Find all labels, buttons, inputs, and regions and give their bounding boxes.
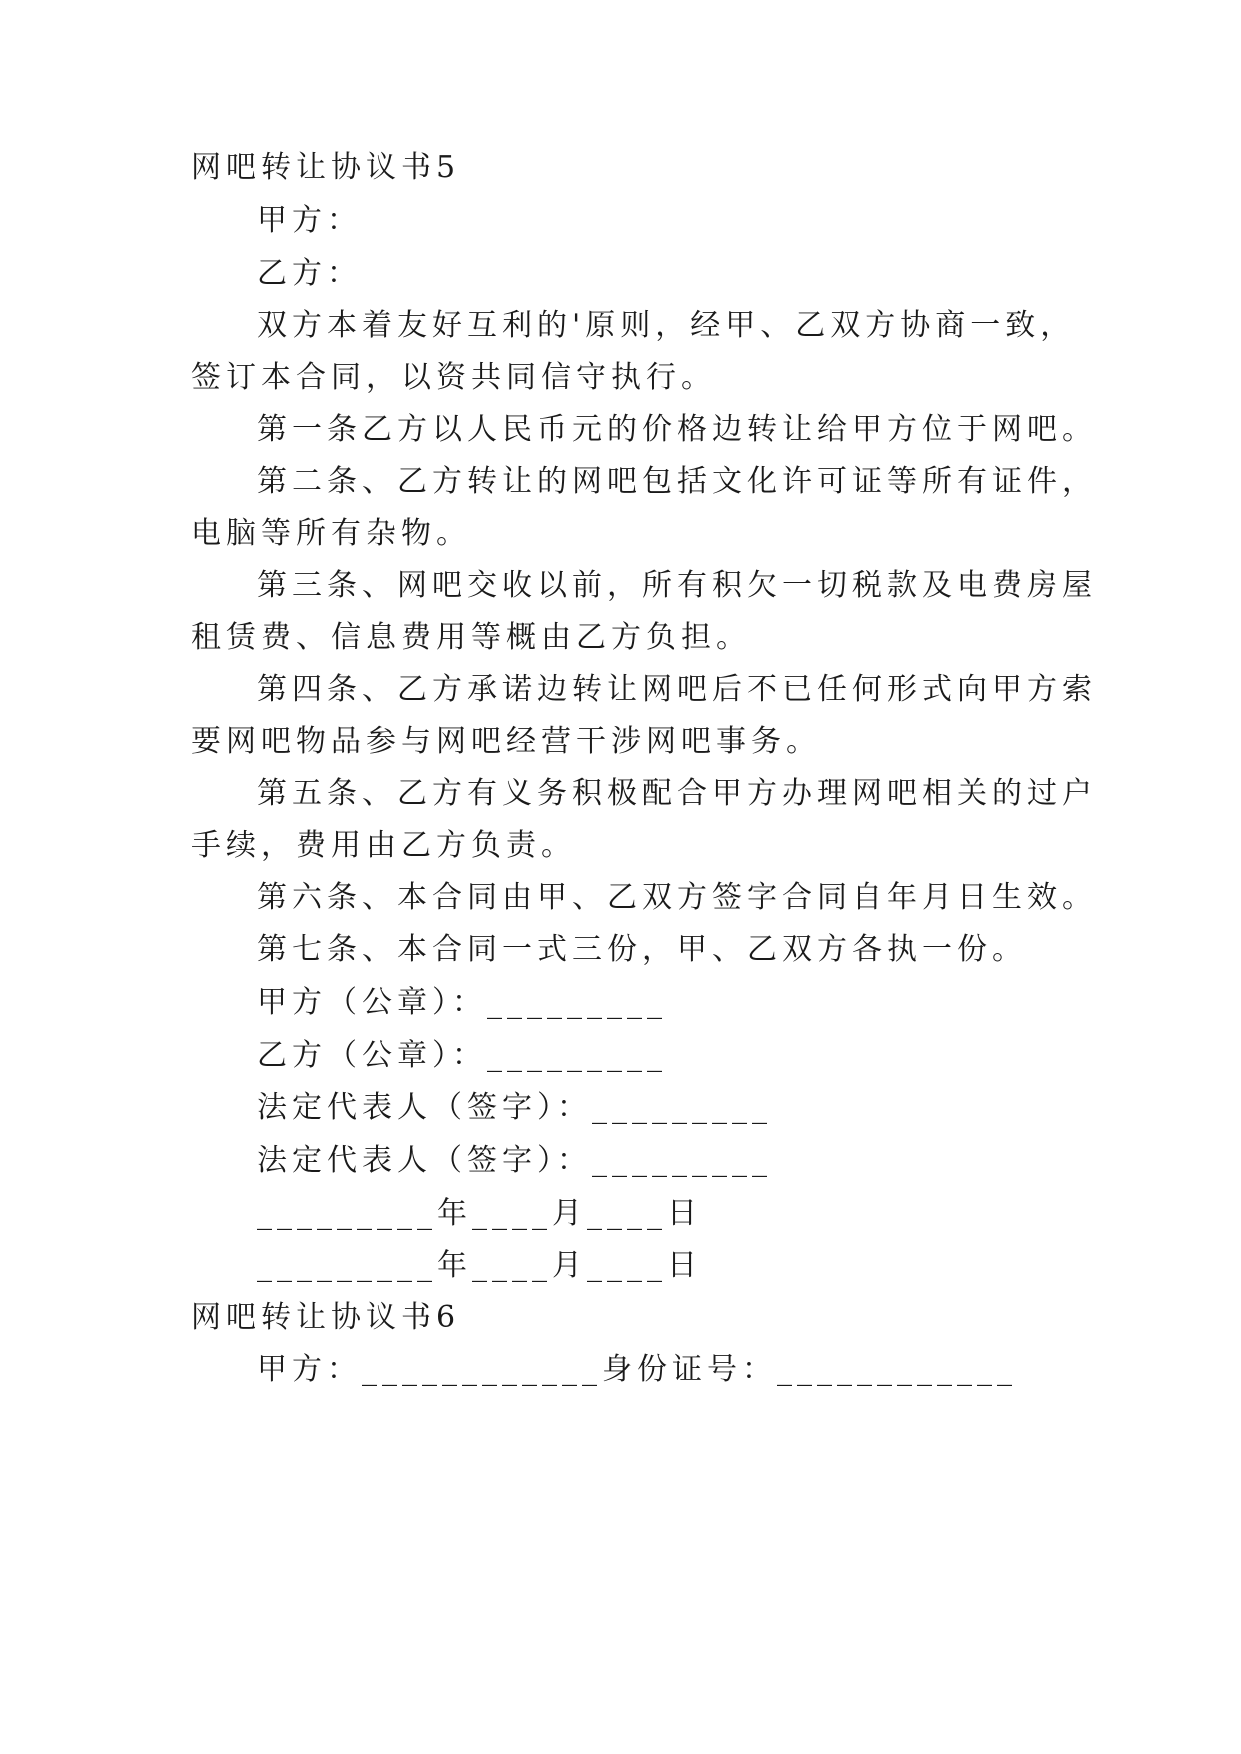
article-6: 第六条、本合同由甲、乙双方签字合同自年月日生效。 (257, 880, 1097, 915)
section-title-5: 网吧转让协议书5 (191, 150, 461, 185)
date-line-1: _________年____月____日 (257, 1196, 702, 1231)
legal-rep-signature-1: 法定代表人（签字）：_________ (257, 1090, 772, 1125)
intro-paragraph-line-2: 签订本合同，以资共同信守执行。 (191, 360, 716, 395)
article-1: 第一条乙方以人民币元的价格边转让给甲方位于网吧。 (257, 412, 1097, 447)
article-3-line-1: 第三条、网吧交收以前，所有积欠一切税款及电费房屋 (257, 568, 1097, 603)
intro-paragraph-line-1: 双方本着友好互利的'原则，经甲、乙双方协商一致， (257, 308, 1076, 343)
legal-rep-signature-2: 法定代表人（签字）：_________ (257, 1143, 772, 1178)
party-b-label: 乙方： (257, 256, 362, 291)
article-4-line-1: 第四条、乙方承诺边转让网吧后不已任何形式向甲方索 (257, 672, 1097, 707)
section-title-6: 网吧转让协议书6 (191, 1300, 461, 1335)
date-line-2: _________年____月____日 (257, 1248, 702, 1283)
party-a-label: 甲方： (257, 203, 362, 238)
article-7: 第七条、本合同一式三份，甲、乙双方各执一份。 (257, 932, 1027, 967)
article-4-line-2: 要网吧物品参与网吧经营干涉网吧事务。 (191, 724, 821, 759)
party-b-seal-line: 乙方（公章）：_________ (257, 1038, 667, 1073)
article-5-line-2: 手续，费用由乙方负责。 (191, 828, 576, 863)
article-2-line-2: 电脑等所有杂物。 (191, 516, 471, 551)
article-2-line-1: 第二条、乙方转让的网吧包括文化许可证等所有证件， (257, 464, 1097, 499)
party-a-seal-line: 甲方（公章）：_________ (257, 985, 667, 1020)
article-3-line-2: 租赁费、信息费用等概由乙方负担。 (191, 620, 751, 655)
article-5-line-1: 第五条、乙方有义务积极配合甲方办理网吧相关的过户 (257, 776, 1097, 811)
party-a-id-line: 甲方：____________身份证号：____________ (257, 1352, 1017, 1387)
